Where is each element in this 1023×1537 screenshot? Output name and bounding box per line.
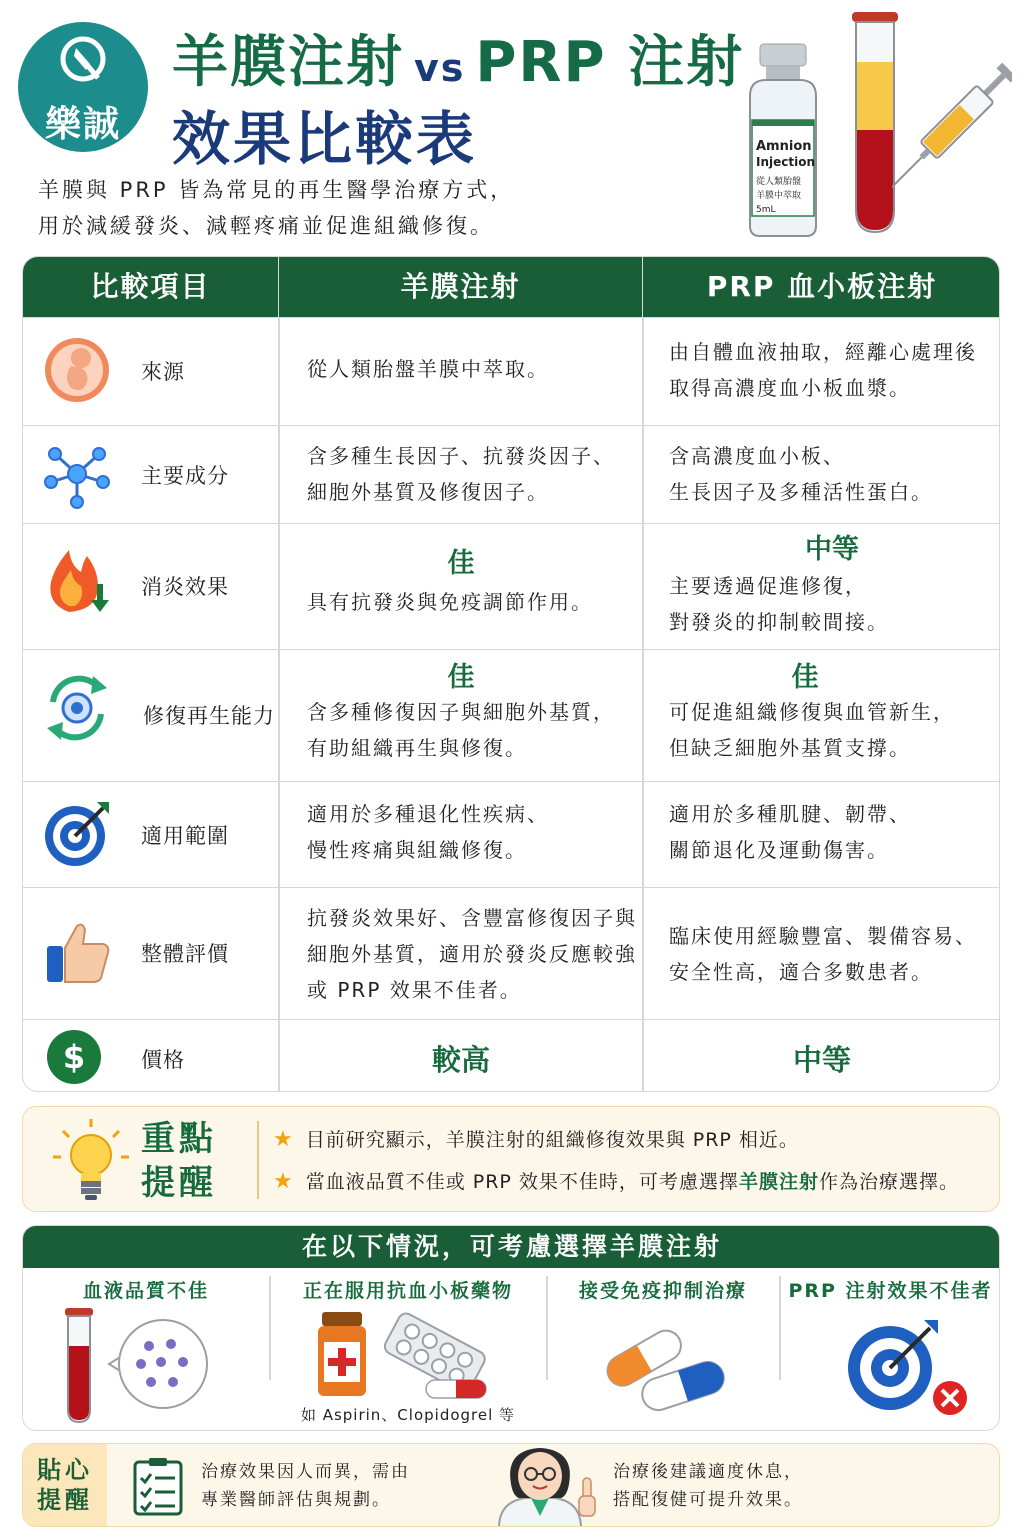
amnion-rating: 佳 (447, 662, 475, 693)
cell-line: 或 PRP 效果不佳者。 (307, 978, 522, 1002)
reminder-point (273, 1167, 959, 1194)
reminder-text: 當血液品質不佳或 PRP 效果不佳時，可考慮選擇 (305, 1171, 739, 1193)
cell-line: 取得高濃度血小板血漿。 (669, 376, 911, 400)
table-row (23, 781, 1000, 887)
row-label: 主要成分 (141, 464, 229, 488)
tip-line: 治療後建議適度休息， (613, 1462, 803, 1482)
prp-rating: 佳 (791, 662, 819, 693)
amnion-cell (307, 796, 549, 868)
column-header-item: 比較項目 (23, 257, 279, 317)
vial-label-line: Injection (756, 155, 816, 169)
logo-text: 樂誠 (44, 104, 121, 145)
indication-label: 正在服用抗血小板藥物 (302, 1280, 513, 1302)
tips-label-line: 貼心 (37, 1456, 93, 1484)
cell-line: 慢性疼痛與組織修復。 (307, 838, 527, 862)
capsule-icon (597, 1314, 729, 1414)
regeneration-cycle-icon (41, 672, 113, 744)
amnion-vial-icon (736, 40, 830, 240)
prp-cell (669, 334, 977, 406)
indication-card (23, 1268, 269, 1431)
prp-cell (669, 918, 977, 990)
cell-line: 對發炎的抑制較間接。 (669, 610, 889, 634)
flame-down-icon (41, 544, 113, 616)
cell-line: 細胞外基質，適用於發炎反應較強 (307, 942, 637, 966)
amnion-cell (307, 438, 615, 510)
reminder-point (273, 1125, 799, 1152)
amnion-cell (307, 694, 615, 766)
comparison-table (22, 256, 1000, 1092)
column-header-amnion: 羊膜注射 (279, 257, 643, 317)
cell-line: 抗發炎效果好、含豐富修復因子與 (307, 906, 637, 930)
indication-label: PRP 注射效果不佳者 (788, 1280, 993, 1302)
tip-right (613, 1458, 803, 1514)
vial-label-line: Amnion (756, 139, 812, 154)
amnion-cell (307, 351, 549, 387)
checklist-icon (131, 1456, 185, 1516)
brand-logo (18, 22, 148, 152)
indication-label: 血液品質不佳 (82, 1280, 209, 1302)
cell-line: 具有抗發炎與免疫調節作用。 (307, 590, 593, 614)
blood-tube-icon (63, 1306, 223, 1426)
row-label: 消炎效果 (141, 575, 229, 599)
cell-line: 安全性高，適合多數患者。 (669, 960, 933, 984)
indications-title: 在以下情況，可考慮選擇羊膜注射 (23, 1226, 1000, 1268)
reminder-title-line: 提醒 (141, 1163, 217, 1203)
indication-card (547, 1268, 779, 1431)
reminder-title (141, 1117, 217, 1205)
vial-label-line: 5mL (756, 205, 776, 215)
tip-line: 專業醫師評估與規劃。 (201, 1490, 391, 1510)
header (0, 0, 1023, 250)
cell-line: 臨床使用經驗豐富、製備容易、 (669, 924, 977, 948)
cell-line: 可促進組織修復與血管新生， (669, 700, 955, 724)
dollar-icon (45, 1028, 103, 1086)
amnion-rating: 佳 (447, 548, 475, 579)
title-right: PRP 注射 (475, 30, 745, 95)
amnion-indications (22, 1225, 1000, 1431)
table-header (23, 257, 1000, 317)
thumbs-up-icon (41, 916, 113, 988)
target-fail-icon (844, 1312, 970, 1418)
cell-line: 但缺乏細胞外基質支撐。 (669, 736, 911, 760)
title-vs: vs (414, 46, 466, 90)
star-icon: ★ (273, 1169, 294, 1194)
vial-label-line: 羊膜中萃取 (756, 191, 802, 201)
table-row (23, 649, 1000, 781)
doctor-icon (475, 1444, 605, 1527)
page-subtitle: 效果比較表 (172, 105, 478, 173)
fetus-icon (41, 334, 113, 406)
reminder-title-line: 重點 (141, 1119, 217, 1159)
tip-line: 治療效果因人而異，需由 (201, 1462, 410, 1482)
cell-line: 適用於多種肌腱、韌帶、 (669, 802, 911, 826)
amnion-cell (307, 584, 593, 620)
prp-rating: 中等 (805, 534, 859, 565)
intro-line: 用於減緩發炎、減輕疼痛並促進組織修復。 (38, 214, 494, 238)
cell-line: 主要透過促進修復， (669, 574, 867, 598)
tip-line: 搭配復健可提升效果。 (613, 1490, 803, 1510)
table-row (23, 425, 1000, 523)
prp-price: 中等 (792, 1043, 851, 1077)
reminder-text: 作為治療選擇。 (818, 1171, 959, 1193)
prp-cell (669, 796, 911, 868)
cell-line: 從人類胎盤羊膜中萃取。 (307, 357, 549, 381)
cell-line: 由自體血液抽取，經離心處理後 (669, 340, 977, 364)
row-label: 修復再生能力 (143, 704, 275, 728)
prp-cell (669, 438, 933, 510)
row-label: 適用範圍 (141, 824, 229, 848)
tip-left (201, 1458, 410, 1514)
molecule-icon (41, 438, 113, 510)
care-tips (22, 1443, 1000, 1527)
cell-line: 含多種生長因子、抗發炎因子、 (307, 444, 615, 468)
syringe-icon (892, 52, 1012, 202)
column-header-prp: PRP 血小板注射 (706, 270, 938, 303)
star-icon: ★ (273, 1127, 294, 1152)
intro-line: 羊膜與 PRP 皆為常見的再生醫學治療方式， (38, 178, 515, 202)
cell-line: 有助組織再生與修復。 (307, 736, 527, 760)
prp-cell (669, 568, 889, 640)
cell-line: 含高濃度血小板、 (669, 444, 845, 468)
cell-line: 生長因子及多種活性蛋白。 (669, 480, 933, 504)
indication-label: 接受免疫抑制治療 (578, 1280, 747, 1302)
cell-line: 關節退化及運動傷害。 (669, 838, 889, 862)
intro-text (38, 172, 514, 244)
table-row (23, 317, 1000, 425)
indication-card (780, 1268, 1000, 1431)
vial-label-line: 從人類胎盤 (756, 177, 802, 187)
table-row (23, 523, 1000, 649)
row-label: 價格 (141, 1048, 185, 1072)
svg-text:$: $ (62, 1038, 86, 1076)
table-row (23, 887, 1000, 1019)
medicine-icon (314, 1306, 504, 1402)
cell-line: 含多種修復因子與細胞外基質， (307, 700, 615, 724)
tips-label-line: 提醒 (37, 1486, 93, 1514)
target-icon (41, 798, 113, 870)
tips-label (23, 1444, 107, 1527)
page-title (172, 18, 744, 98)
row-label: 整體評價 (141, 942, 229, 966)
amnion-cell (307, 900, 637, 1008)
table-row (23, 1019, 1000, 1092)
amnion-price: 較高 (431, 1043, 490, 1077)
key-reminder (22, 1106, 1000, 1212)
cell-line: 細胞外基質及修復因子。 (307, 480, 549, 504)
lightbulb-icon (51, 1117, 131, 1203)
prp-cell (669, 694, 955, 766)
indication-note: 如 Aspirin、Clopidogrel 等 (300, 1406, 516, 1424)
row-label: 來源 (141, 360, 185, 384)
cell-line: 適用於多種退化性疾病、 (307, 802, 549, 826)
indication-card (270, 1268, 546, 1431)
title-left: 羊膜注射 (172, 30, 404, 95)
logo-mark-icon (58, 34, 108, 84)
reminder-highlight: 羊膜注射 (738, 1171, 819, 1193)
reminder-text: 目前研究顯示，羊膜注射的組織修復效果與 PRP 相近。 (305, 1129, 799, 1151)
